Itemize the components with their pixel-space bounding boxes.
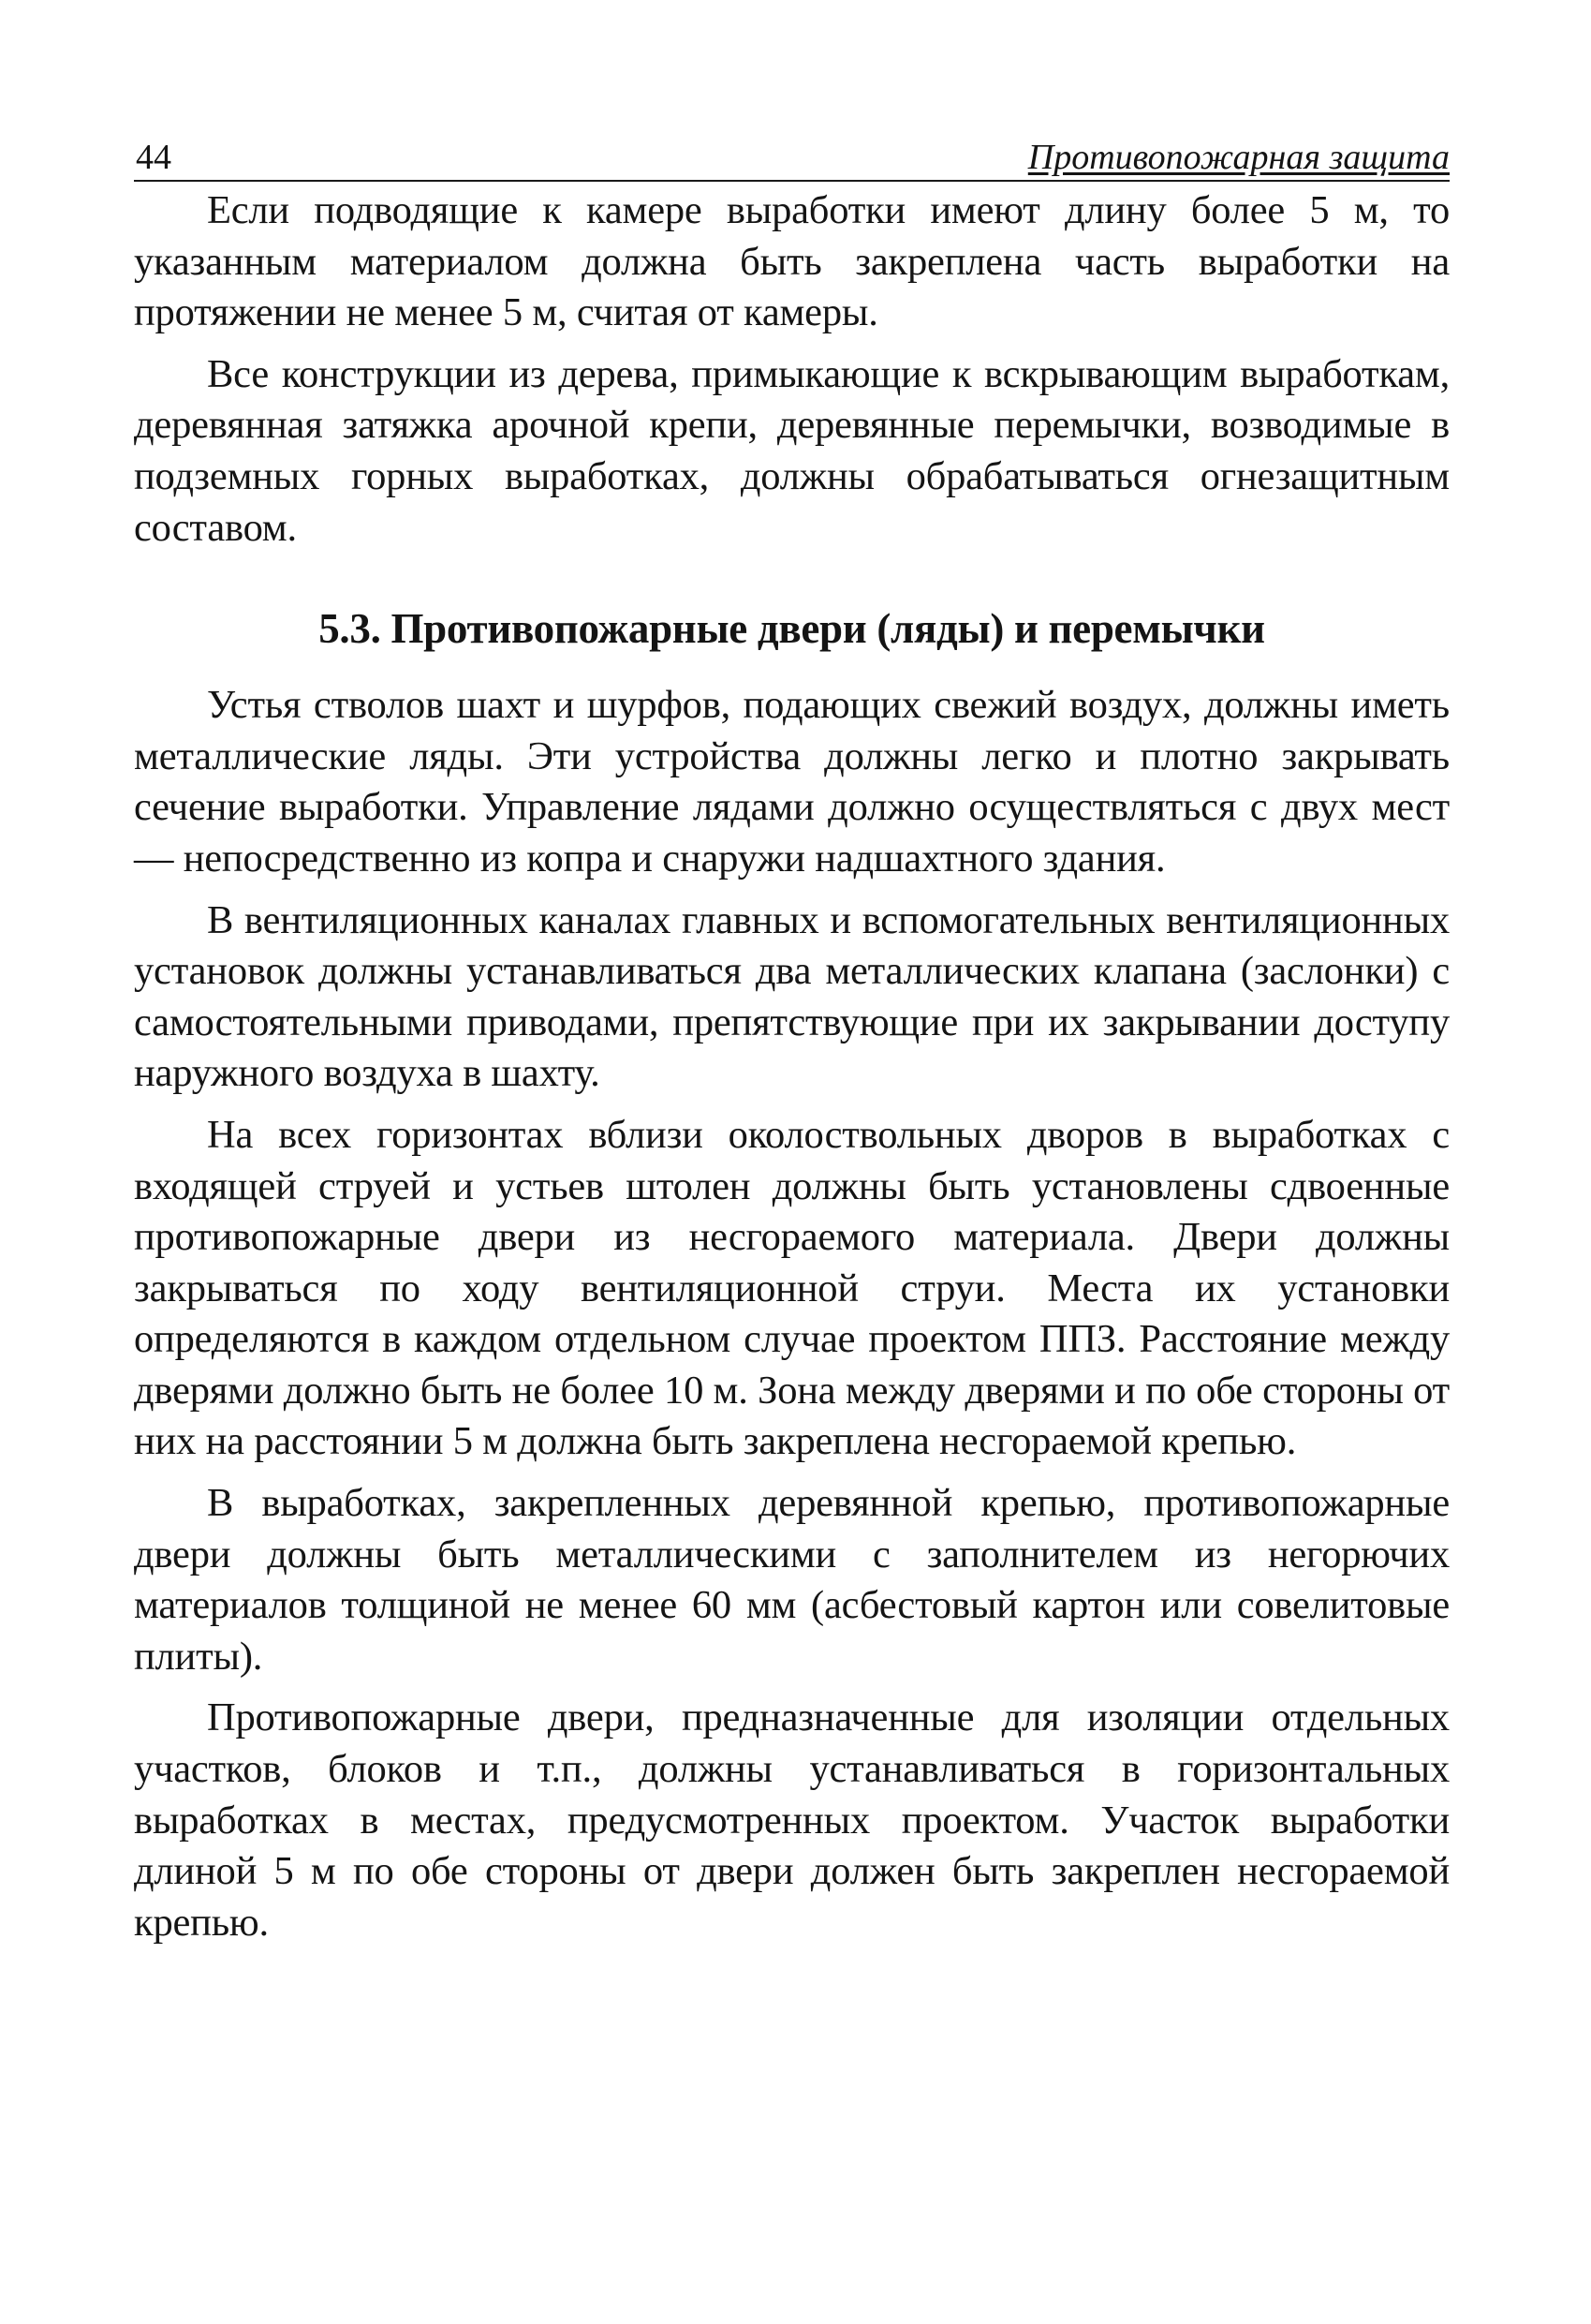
paragraph: В выработках, закрепленных деревянной крепью, противопожарные двери должны быть металлическими с заполнителем из негорючих материалов толщиной не менее 60 мм (асбестовый картон или совелитовые плиты). <box>134 1481 1450 1679</box>
paragraph: Противопожарные двери, предназначенные для изоляции отдельных участков, блоков и т.п., должны устанавливаться в горизонтальных выработках в местах, предусмотренных проектом. Участок выработки длиной 5 м по обе стороны от двери должен быть закреплен несгораемой крепью. <box>134 1695 1450 1945</box>
body-text <box>134 185 1450 1948</box>
paragraph: Если подводящие к камере выработки имеют длину более 5 м, то указанным материалом должна быть закреплена часть выработки на протяжении не менее 5 м, считая от камеры. <box>134 188 1450 335</box>
page-number: 44 <box>136 138 171 177</box>
paragraph: В вентиляционных каналах главных и вспомогательных вентиляционных установок должны устанавливаться два металлических клапана (заслонки) с самостоятельными приводами, препятствующие при их закрывании доступу наружного воздуха в шахту. <box>134 897 1450 1096</box>
paragraph: Устья стволов шахт и шурфов, подающих свежий воздух, должны иметь металлические ляды. Эти устройства должны легко и плотно закрывать сечение выработки. Управление лядами должно осуществляться с двух мест — непосредственно из копра и снаружи надшахтного здания. <box>134 683 1450 881</box>
paragraph: Все конструкции из дерева, примыкающие к вскрывающим выработкам, деревянная затяжка арочной крепи, деревянные перемычки, возводимые в подземных горных выработках, должны обрабатываться огнезащитным составом. <box>134 351 1450 550</box>
running-title: Противопожарная защита <box>1027 138 1450 177</box>
paragraph: На всех горизонтах вблизи околоствольных дворов в выработках с входящей струей и устьев штолен должны быть установлены сдвоенные противопожарные двери из несгораемого материала. Двери должны закрываться по ходу вентиляционной струи. Места их установки определяются в каждом отдельном случае проектом ППЗ. Расстояние между дверями должно быть не более 10 м. Зона между дверями и по обе стороны от них на расстоянии 5 м должна быть закреплена несгораемой крепью. <box>134 1112 1450 1464</box>
section-heading: 5.3. Противопожарные двери (ляды) и перемычки <box>318 605 1265 653</box>
running-header <box>134 131 1450 182</box>
book-page <box>134 131 1450 1948</box>
